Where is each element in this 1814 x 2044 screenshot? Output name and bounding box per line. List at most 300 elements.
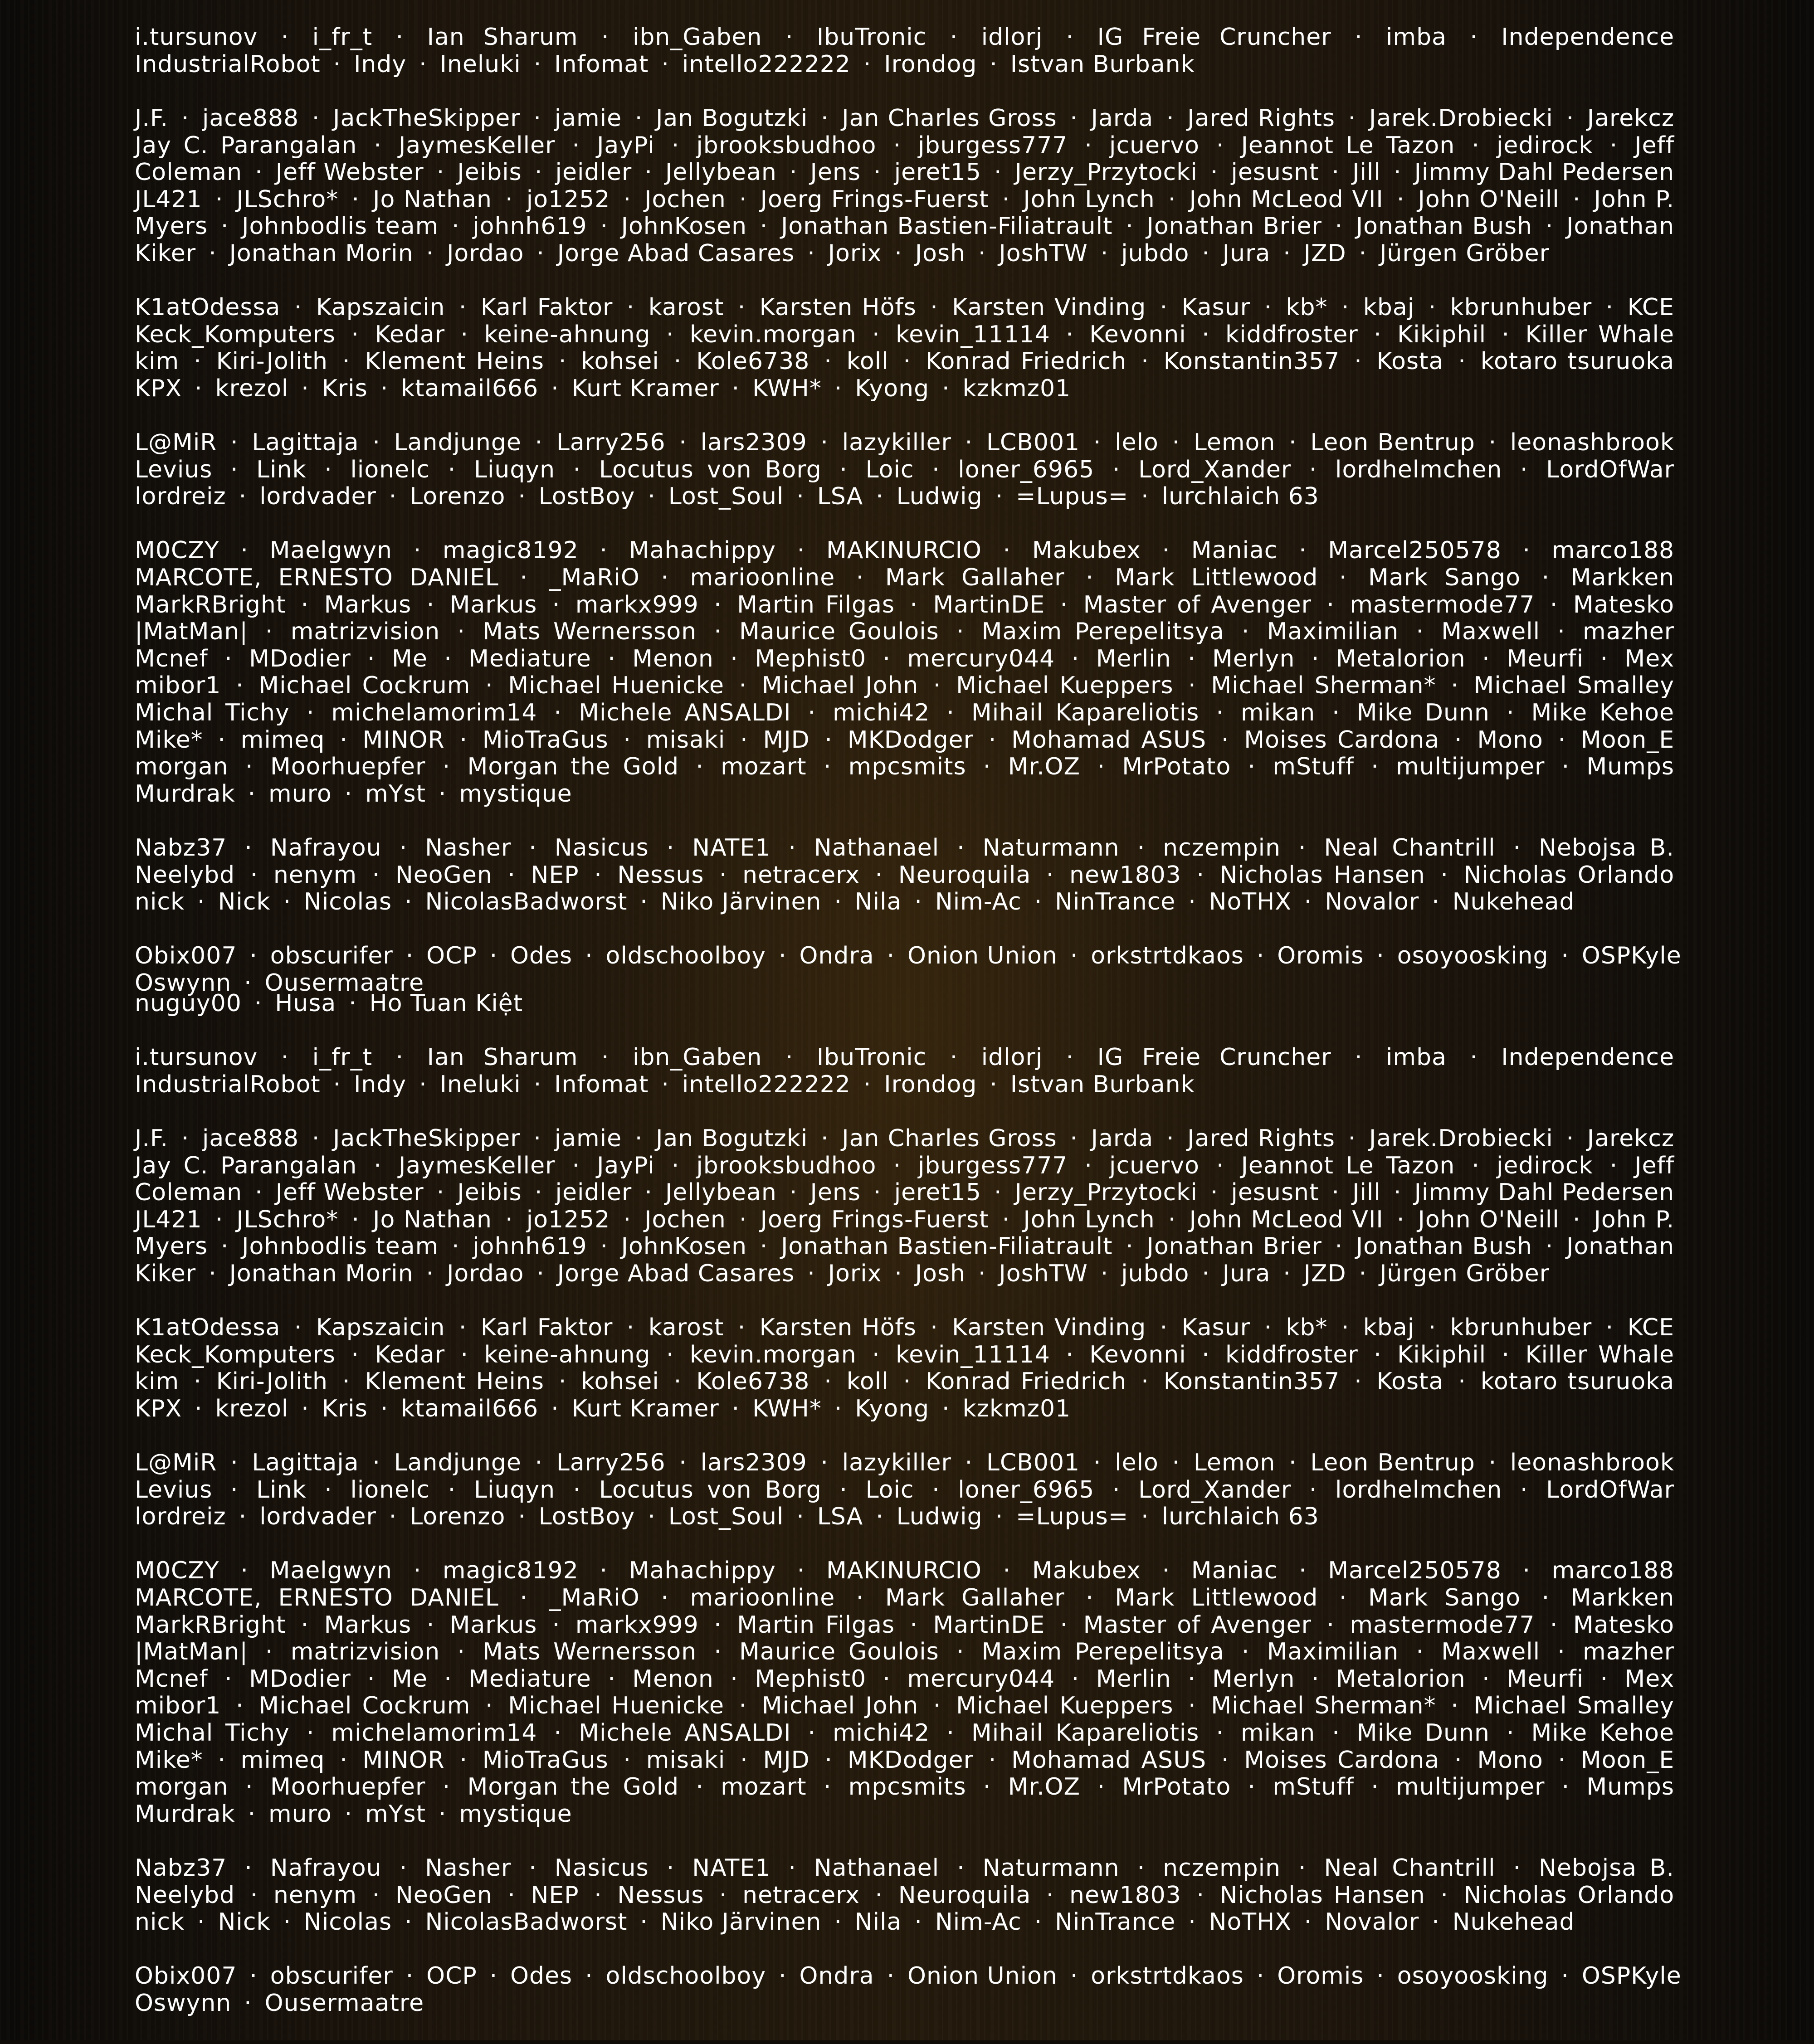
separator-dot: · xyxy=(1458,1368,1466,1396)
credit-group-l xyxy=(135,429,1674,511)
separator-dot: · xyxy=(956,618,965,646)
separator-dot: · xyxy=(281,24,289,51)
contributor-name: Konstantin357 xyxy=(1163,1368,1340,1396)
contributor-name: lazykiller xyxy=(842,429,951,457)
separator-dot: · xyxy=(1084,131,1092,159)
separator-dot: · xyxy=(1374,1341,1382,1368)
contributor-name: Ian Sharum xyxy=(427,1044,578,1071)
contributor-name: Mark Gallaher xyxy=(885,1584,1065,1612)
contributor-name: marco188 xyxy=(1551,1557,1675,1585)
contributor-name: Makubex xyxy=(1032,537,1141,565)
contributor-name: Lost_Soul xyxy=(668,1503,784,1531)
separator-dot: · xyxy=(883,1665,891,1693)
contributor-name: Ho Tuan Kiệt xyxy=(369,990,523,1017)
contributor-name: Mr.OZ xyxy=(1008,753,1081,781)
separator-dot: · xyxy=(419,50,427,78)
contributor-name: Merlyn xyxy=(1212,645,1295,672)
separator-dot: · xyxy=(994,1179,1002,1207)
contributor-name: JohnKosen xyxy=(621,1233,747,1260)
contributor-name: Nafrayou xyxy=(270,1854,382,1882)
separator-dot: · xyxy=(340,1746,348,1774)
separator-dot: · xyxy=(244,1854,253,1882)
contributor-name: kbaj xyxy=(1363,294,1415,321)
separator-dot: · xyxy=(719,1881,727,1909)
contributor-name: multijumper xyxy=(1396,753,1545,781)
contributor-name: Nebojsa B. xyxy=(1539,834,1674,861)
separator-dot: · xyxy=(220,1233,229,1260)
contributor-name: mYst xyxy=(365,1800,426,1828)
contributor-name: Jarda xyxy=(1091,104,1154,132)
contributor-name: Naturmann xyxy=(982,1854,1120,1882)
credit-group-n xyxy=(135,835,1674,916)
contributor-name: JLSchro* xyxy=(236,185,339,213)
separator-dot: · xyxy=(457,618,465,646)
separator-dot: · xyxy=(1348,1124,1356,1152)
contributor-name: nick xyxy=(135,1908,185,1936)
contributor-name: krezol xyxy=(215,375,289,402)
separator-dot: · xyxy=(1545,213,1554,240)
contributor-name: michi42 xyxy=(833,1719,930,1747)
contributor-name: Jonathan Bush xyxy=(1356,213,1532,240)
separator-dot: · xyxy=(696,1773,704,1801)
contributor-name: Neuroquila xyxy=(898,861,1031,889)
separator-dot: · xyxy=(932,1476,940,1504)
separator-dot: · xyxy=(1210,159,1219,186)
separator-dot: · xyxy=(552,591,561,618)
contributor-name: Nathanael xyxy=(814,1854,940,1882)
contributor-name: jesusnt xyxy=(1231,159,1319,186)
credit-group-m xyxy=(135,1557,1674,1828)
separator-dot: · xyxy=(873,1179,882,1207)
separator-dot: · xyxy=(965,1449,973,1477)
credit-group-o xyxy=(135,1962,1682,2017)
separator-dot: · xyxy=(1341,1314,1350,1342)
contributor-name: Merlyn xyxy=(1212,1665,1295,1693)
contributor-name: kb* xyxy=(1286,1314,1328,1342)
credit-line xyxy=(135,1882,1674,1909)
contributor-name: NinTrance xyxy=(1055,1908,1176,1936)
separator-dot: · xyxy=(1541,1584,1550,1612)
contributor-name: Jura xyxy=(1222,239,1271,267)
separator-dot: · xyxy=(994,159,1002,186)
separator-dot: · xyxy=(1600,1665,1608,1693)
contributor-name: Johnbodlis team xyxy=(242,1233,439,1260)
separator-dot: · xyxy=(863,50,872,78)
separator-dot: · xyxy=(1188,1665,1196,1693)
credit-line xyxy=(135,618,1674,646)
contributor-name: Ousermaatre xyxy=(264,969,424,997)
contributor-name: johnh619 xyxy=(473,1233,587,1260)
contributor-name: Maxim Perepelitsya xyxy=(981,618,1224,646)
separator-dot: · xyxy=(1506,699,1515,727)
credit-line xyxy=(135,942,1682,970)
separator-dot: · xyxy=(824,1746,833,1774)
separator-dot: · xyxy=(215,185,224,213)
contributor-name: Onion Union xyxy=(907,1962,1058,1990)
separator-dot: · xyxy=(1066,321,1074,348)
separator-dot: · xyxy=(760,213,768,240)
separator-dot: · xyxy=(485,672,493,700)
separator-dot: · xyxy=(821,1124,829,1152)
contributor-name: Myers xyxy=(135,1233,208,1260)
contributor-name: Nasicus xyxy=(554,834,649,861)
separator-dot: · xyxy=(1188,672,1196,700)
separator-dot: · xyxy=(1046,1881,1054,1909)
separator-dot: · xyxy=(600,537,608,565)
separator-dot: · xyxy=(930,1314,938,1342)
separator-dot: · xyxy=(1482,645,1490,672)
separator-dot: · xyxy=(737,294,746,321)
contributor-name: nenym xyxy=(273,861,357,889)
contributor-name: Jorix xyxy=(828,1260,882,1287)
contributor-name: LSA xyxy=(817,483,863,511)
separator-dot: · xyxy=(342,348,351,375)
contributor-name: Jarekcz xyxy=(1587,1124,1675,1152)
contributor-name: NeoGen xyxy=(395,861,493,889)
contributor-name: Maxim Perepelitsya xyxy=(981,1638,1224,1666)
separator-dot: · xyxy=(1454,726,1463,754)
contributor-name: Keck_Komputers xyxy=(135,1341,336,1368)
contributor-name: jcuervo xyxy=(1109,131,1200,159)
contributor-name: orkstrtdkaos xyxy=(1091,1962,1244,1990)
contributor-name: John Lynch xyxy=(1023,1206,1155,1233)
contributor-name: Nicholas Hansen xyxy=(1219,861,1425,889)
contributor-name: kb* xyxy=(1286,294,1328,321)
separator-dot: · xyxy=(946,1719,955,1747)
separator-dot: · xyxy=(608,645,616,672)
separator-dot: · xyxy=(1126,1233,1134,1260)
credit-group-k xyxy=(135,294,1674,402)
contributor-name: Jeibis xyxy=(457,159,522,186)
separator-dot: · xyxy=(824,1368,832,1396)
contributor-name: Myers xyxy=(135,213,208,240)
separator-dot: · xyxy=(1166,1124,1175,1152)
separator-dot: · xyxy=(230,429,239,457)
contributor-name: MrPotato xyxy=(1122,1773,1231,1801)
contributor-name: lelo xyxy=(1115,1449,1159,1477)
contributor-name: Jerzy_Przytocki xyxy=(1014,1179,1198,1207)
contributor-name: Merlin xyxy=(1096,645,1171,672)
contributor-name: Josh xyxy=(915,1260,966,1287)
contributor-name: lordhelmchen xyxy=(1335,1476,1502,1504)
contributor-name: JL421 xyxy=(135,185,202,213)
contributor-name: mazher xyxy=(1582,618,1675,646)
contributor-name: kbrunhuber xyxy=(1450,294,1592,321)
separator-dot: · xyxy=(894,239,902,267)
credit-line xyxy=(135,537,1674,565)
separator-dot: · xyxy=(876,1503,884,1531)
contributor-name: mystique xyxy=(459,1800,572,1828)
contributor-name: =Lupus= xyxy=(1016,483,1129,511)
separator-dot: · xyxy=(458,1314,467,1342)
contributor-name: Me xyxy=(391,1665,428,1693)
separator-dot: · xyxy=(1162,1557,1170,1585)
contributor-name: michelamorim14 xyxy=(331,1719,537,1747)
credit-line xyxy=(135,186,1674,214)
contributor-name: Merlin xyxy=(1096,1665,1171,1693)
credit-line xyxy=(135,1477,1674,1504)
credit-line xyxy=(135,105,1674,132)
separator-dot: · xyxy=(349,990,357,1017)
credits-list xyxy=(135,990,1682,2044)
contributor-name: NeoGen xyxy=(395,1881,493,1909)
separator-dot: · xyxy=(1393,1179,1402,1207)
contributor-name: jbrooksbudhoo xyxy=(696,1152,877,1179)
separator-dot: · xyxy=(1141,348,1149,375)
separator-dot: · xyxy=(194,1368,202,1396)
separator-dot: · xyxy=(1188,1692,1196,1720)
contributor-name: jubdo xyxy=(1121,1260,1190,1287)
separator-dot: · xyxy=(333,1071,341,1098)
separator-dot: · xyxy=(760,1233,768,1260)
contributor-name: Lost_Soul xyxy=(668,483,784,511)
contributor-name: Locutus von Borg xyxy=(599,1476,822,1504)
contributor-name: Maniac xyxy=(1191,1557,1278,1585)
contributor-name: Niko Järvinen xyxy=(660,1908,822,1936)
contributor-name: Neal Chantrill xyxy=(1324,1854,1496,1882)
contributor-name: Moorhuepfer xyxy=(270,753,426,781)
separator-dot: · xyxy=(1071,1665,1080,1693)
separator-dot: · xyxy=(1428,1314,1437,1342)
credit-line xyxy=(135,1450,1674,1477)
contributor-name: MJD xyxy=(763,1746,810,1774)
credit-line xyxy=(135,1153,1674,1180)
separator-dot: · xyxy=(887,942,895,970)
contributor-name: Jonathan Bastien-Filiatrault xyxy=(781,213,1113,240)
contributor-name: Michael Kueppers xyxy=(956,672,1174,700)
contributor-name: Jimmy Dahl Pedersen xyxy=(1414,159,1675,186)
separator-dot: · xyxy=(1335,1233,1343,1260)
contributor-name: Jarek.Drobiecki xyxy=(1369,1124,1553,1152)
contributor-name: Lorenzo xyxy=(410,483,506,511)
separator-dot: · xyxy=(933,1692,941,1720)
contributor-name: kevin.morgan xyxy=(689,321,857,348)
separator-dot: · xyxy=(983,1773,991,1801)
contributor-name: Nabz37 xyxy=(135,1854,227,1882)
separator-dot: · xyxy=(1137,1854,1146,1882)
contributor-name: IG Freie Cruncher xyxy=(1097,1044,1331,1071)
contributor-name: JZD xyxy=(1303,1260,1346,1287)
contributor-name: kotaro tsuruoka xyxy=(1480,1368,1675,1396)
separator-dot: · xyxy=(1572,1206,1581,1233)
contributor-name: Michael Cockrum xyxy=(258,1692,471,1720)
separator-dot: · xyxy=(1034,888,1043,916)
credit-line xyxy=(135,348,1674,375)
separator-dot: · xyxy=(673,348,682,375)
separator-dot: · xyxy=(1202,1341,1210,1368)
contributor-name: Michael Cockrum xyxy=(258,672,471,700)
separator-dot: · xyxy=(312,104,320,132)
contributor-name: Mono xyxy=(1477,726,1543,754)
credit-line xyxy=(135,1314,1674,1342)
separator-dot: · xyxy=(529,834,537,861)
contributor-name: Josh xyxy=(915,239,966,267)
credit-line xyxy=(135,1233,1674,1260)
contributor-name: John P. xyxy=(1594,1206,1675,1233)
contributor-name: Kevonni xyxy=(1089,321,1186,348)
separator-dot: · xyxy=(1557,1638,1565,1666)
contributor-name: Kasur xyxy=(1181,294,1251,321)
contributor-name: Martin Filgas xyxy=(737,591,895,618)
contributor-name: Meurfi xyxy=(1507,645,1584,672)
credit-line xyxy=(135,483,1674,511)
contributor-name: matrizvision xyxy=(290,618,440,646)
separator-dot: · xyxy=(573,456,581,483)
credit-line xyxy=(135,1044,1674,1071)
contributor-name: Jan Bogutzki xyxy=(656,1124,808,1152)
contributor-name: Niko Järvinen xyxy=(660,888,822,916)
contributor-name: Jill xyxy=(1352,159,1381,186)
contributor-name: Martin Filgas xyxy=(737,1611,895,1639)
separator-dot: · xyxy=(1034,1908,1043,1936)
contributor-name: Nabz37 xyxy=(135,834,227,861)
contributor-name: Mephist0 xyxy=(755,1665,867,1693)
contributor-name: NoTHX xyxy=(1209,1908,1292,1936)
separator-dot: · xyxy=(983,753,991,781)
contributor-name: Husa xyxy=(275,990,336,1017)
separator-dot: · xyxy=(942,1395,950,1422)
credit-line xyxy=(135,1962,1682,1990)
separator-dot: · xyxy=(395,1044,404,1071)
separator-dot: · xyxy=(457,1638,465,1666)
separator-dot: · xyxy=(1561,942,1569,970)
separator-dot: · xyxy=(1216,1719,1224,1747)
contributor-name: Mike Kehoe xyxy=(1531,699,1675,727)
separator-dot: · xyxy=(876,483,884,511)
separator-dot: · xyxy=(438,1800,447,1828)
separator-dot: · xyxy=(1472,1152,1480,1179)
contributor-name: Markus xyxy=(449,1611,537,1639)
contributor-name: lurchlaich 63 xyxy=(1161,1503,1319,1531)
separator-dot: · xyxy=(872,1341,880,1368)
contributor-name: kevin_11114 xyxy=(896,1341,1050,1368)
contributor-name: Mats Wernersson xyxy=(483,618,697,646)
contributor-name: Oswynn xyxy=(135,1989,232,2017)
contributor-name: Mumps xyxy=(1586,753,1674,781)
contributor-name: marco188 xyxy=(1551,537,1675,565)
contributor-name: Karl Faktor xyxy=(480,294,613,321)
contributor-name: jeidler xyxy=(555,159,632,186)
separator-dot: · xyxy=(808,699,816,727)
separator-dot: · xyxy=(1188,1908,1196,1936)
contributor-name: Jerzy_Przytocki xyxy=(1014,159,1198,186)
contributor-name: kiddfroster xyxy=(1225,1341,1358,1368)
contributor-name: mikan xyxy=(1241,699,1316,727)
separator-dot: · xyxy=(1071,645,1080,672)
contributor-name: Jonathan Bush xyxy=(1356,1233,1532,1260)
credit-line xyxy=(135,1260,1674,1288)
contributor-name: MartinDE xyxy=(933,1611,1045,1639)
separator-dot: · xyxy=(374,131,382,159)
contributor-name: kohsei xyxy=(581,348,659,375)
separator-dot: · xyxy=(230,456,239,483)
credit-line xyxy=(135,1855,1674,1882)
contributor-name: Moorhuepfer xyxy=(270,1773,426,1801)
contributor-name: L@MiR xyxy=(135,1449,217,1477)
contributor-name: Kiker xyxy=(135,1260,196,1287)
separator-dot: · xyxy=(661,50,669,78)
contributor-name: Jürgen Gröber xyxy=(1380,239,1550,267)
separator-dot: · xyxy=(1331,1179,1340,1207)
contributor-name: jeidler xyxy=(555,1179,632,1207)
contributor-name: LostBoy xyxy=(538,1503,635,1531)
contributor-name: Maxwell xyxy=(1441,1638,1541,1666)
credit-line xyxy=(135,24,1674,51)
contributor-name: Mark Littlewood xyxy=(1115,564,1318,592)
contributor-name: Jan Bogutzki xyxy=(656,104,808,132)
contributor-name: mibor1 xyxy=(135,1692,221,1720)
contributor-name: jeret15 xyxy=(894,1179,981,1207)
contributor-name: Michael Sherman* xyxy=(1211,1692,1436,1720)
contributor-name: Mihail Kapareliotis xyxy=(971,699,1200,727)
separator-dot: · xyxy=(914,888,922,916)
contributor-name: Neal Chantrill xyxy=(1324,834,1496,861)
separator-dot: · xyxy=(666,834,675,861)
separator-dot: · xyxy=(957,1854,965,1882)
contributor-name: JL421 xyxy=(135,1206,202,1233)
separator-dot: · xyxy=(1097,753,1105,781)
separator-dot: · xyxy=(248,780,256,808)
contributor-name: Nasher xyxy=(425,834,512,861)
contributor-name: oldschoolboy xyxy=(605,1962,766,1990)
contributor-name: Loic xyxy=(865,1476,914,1504)
contributor-name: Obix007 xyxy=(135,942,237,970)
credit-line xyxy=(135,132,1674,160)
separator-dot: · xyxy=(1168,185,1176,213)
separator-dot: · xyxy=(245,1773,254,1801)
separator-dot: · xyxy=(312,1124,320,1152)
separator-dot: · xyxy=(914,1908,922,1936)
separator-dot: · xyxy=(820,1449,829,1477)
contributor-name: JayPi xyxy=(597,1152,655,1179)
contributor-name: Nathanael xyxy=(814,834,940,861)
contributor-name: jace888 xyxy=(202,104,299,132)
separator-dot: · xyxy=(405,1962,414,1990)
separator-dot: · xyxy=(1561,753,1570,781)
contributor-name: Marcel250578 xyxy=(1328,1557,1502,1585)
contributor-name: Nick xyxy=(218,888,271,916)
contributor-name: Jeff xyxy=(1634,1152,1675,1179)
contributor-name: Ondra xyxy=(799,1962,874,1990)
separator-dot: · xyxy=(283,888,291,916)
separator-dot: · xyxy=(1202,1260,1210,1287)
separator-dot: · xyxy=(367,1665,375,1693)
contributor-name: Indy xyxy=(354,1071,407,1098)
contributor-name: Loic xyxy=(865,456,914,483)
contributor-name: michelamorim14 xyxy=(331,699,537,727)
separator-dot: · xyxy=(1354,348,1362,375)
contributor-name: i.tursunov xyxy=(135,1044,258,1071)
contributor-name: lordreiz xyxy=(135,1503,226,1531)
separator-dot: · xyxy=(988,726,997,754)
contributor-name: lars2309 xyxy=(700,1449,807,1477)
separator-dot: · xyxy=(883,645,891,672)
separator-dot: · xyxy=(218,1746,226,1774)
separator-dot: · xyxy=(910,1611,918,1639)
separator-dot: · xyxy=(1600,645,1608,672)
contributor-name: Lorenzo xyxy=(410,1503,506,1531)
contributor-name: michi42 xyxy=(833,699,930,727)
contributor-name: obscurifer xyxy=(270,942,393,970)
contributor-name: Jo Nathan xyxy=(373,1206,492,1233)
contributor-name: Mike* xyxy=(135,726,203,754)
contributor-name: Oromis xyxy=(1277,1962,1364,1990)
credit-line xyxy=(135,1693,1674,1720)
contributor-name: lurchlaich 63 xyxy=(1161,483,1319,511)
separator-dot: · xyxy=(679,1449,687,1477)
contributor-name: John Lynch xyxy=(1023,185,1155,213)
contributor-name: koll xyxy=(846,348,889,375)
